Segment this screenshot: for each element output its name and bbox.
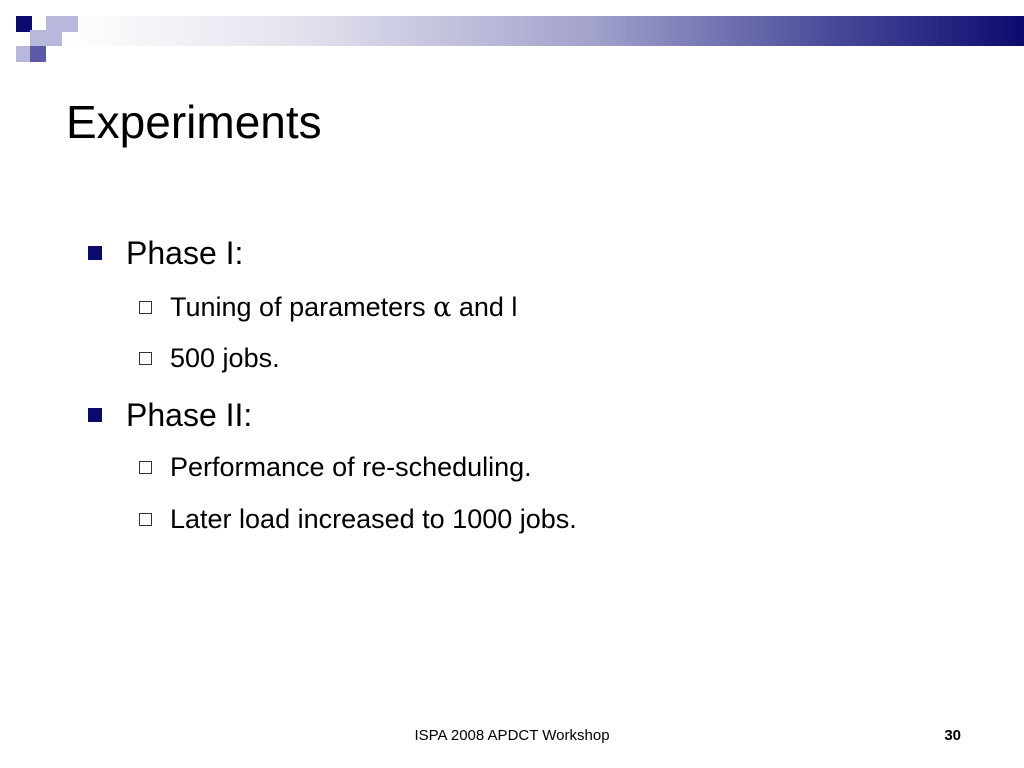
sub-bullet-item	[139, 506, 577, 533]
hollow-square-bullet-icon	[139, 352, 152, 365]
sub-bullet-text: Performance of re-scheduling.	[170, 452, 532, 482]
alpha-symbol: α	[433, 292, 452, 323]
slide-number: 30	[944, 727, 961, 744]
sub-bullet-item	[139, 454, 532, 481]
sub-bullet-text: Tuning of parameters α and l	[170, 292, 518, 323]
slide-title: Experiments	[66, 96, 322, 148]
bullet-text: Phase I:	[126, 235, 244, 271]
sub-bullet-text: 500 jobs.	[170, 343, 280, 373]
bullet-item-phase-1	[88, 237, 243, 269]
filled-square-bullet-icon	[88, 246, 102, 260]
hollow-square-bullet-icon	[139, 461, 152, 474]
footer-text: ISPA 2008 APDCT Workshop	[414, 727, 610, 744]
hollow-square-bullet-icon	[139, 301, 152, 314]
sub-bullet-text: Later load increased to 1000 jobs.	[170, 504, 577, 534]
filled-square-bullet-icon	[88, 408, 102, 422]
bullet-text: Phase II:	[126, 397, 253, 433]
sub-bullet-item	[139, 345, 280, 372]
sub-bullet-item	[139, 294, 517, 321]
hollow-square-bullet-icon	[139, 513, 152, 526]
bullet-item-phase-2	[88, 399, 252, 431]
